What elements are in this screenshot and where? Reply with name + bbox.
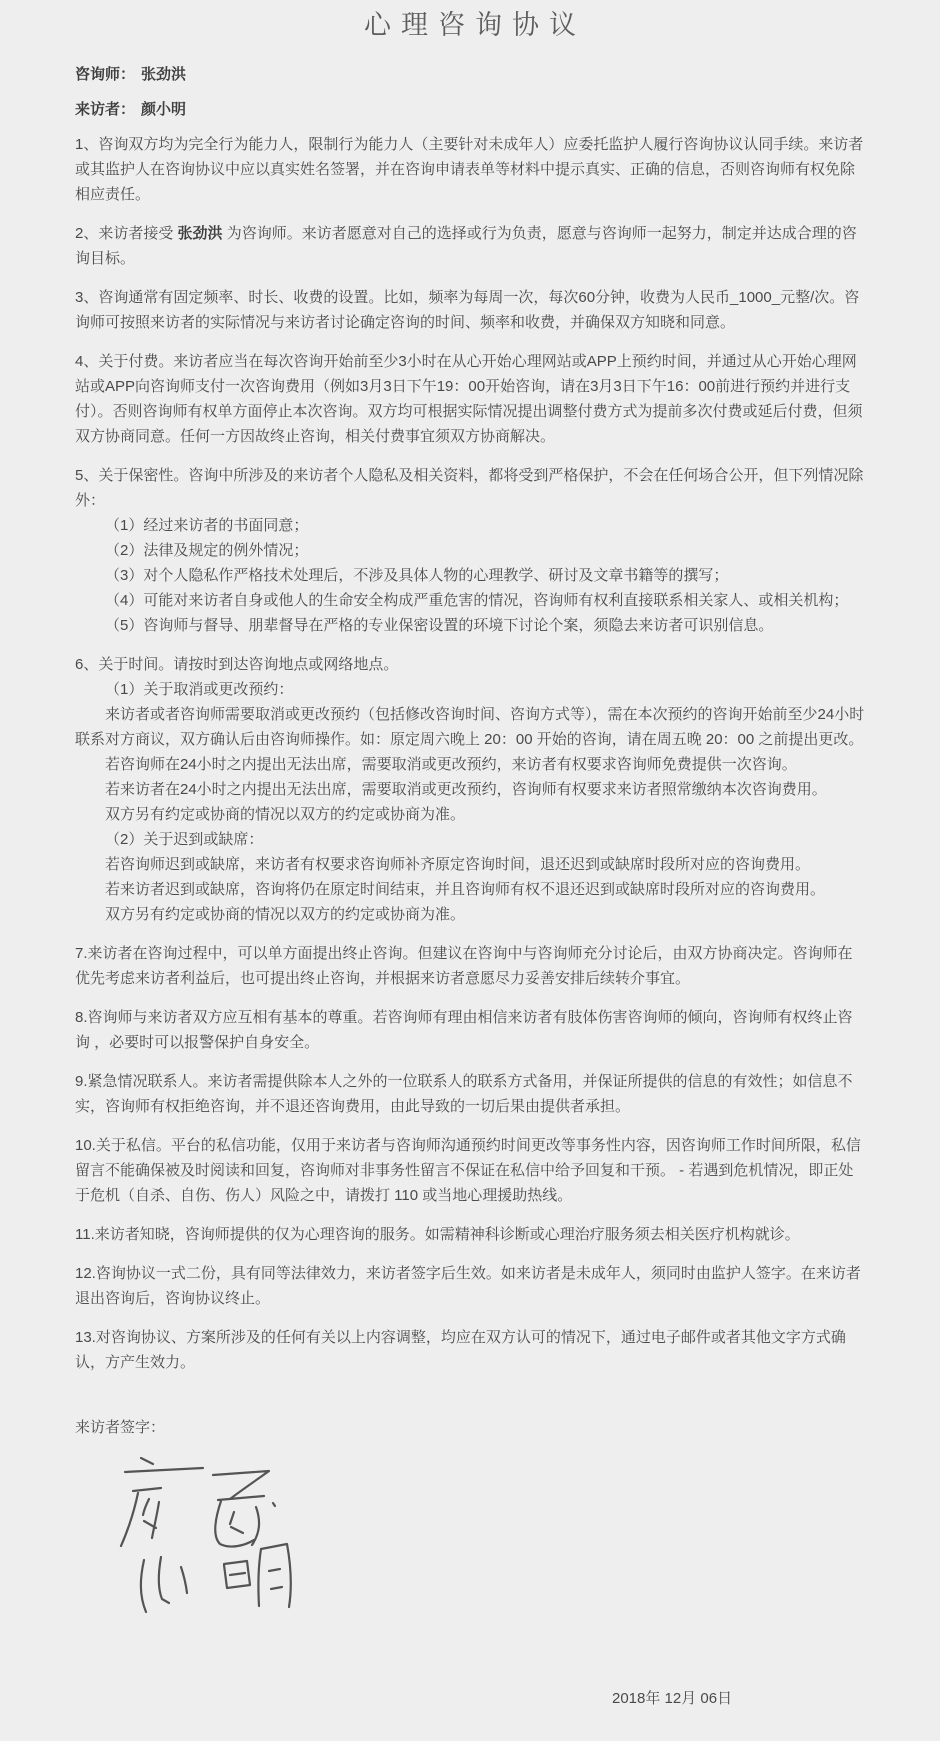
clause-2 — [75, 221, 865, 271]
clause-2-counselor-name: 张劲洪 — [177, 225, 223, 242]
date-line: 2018年 12月 06日 — [612, 1690, 733, 1707]
visitor-line — [75, 97, 865, 122]
clause-6-line: 若来访者在24小时之内提出无法出席，需要取消或更改预约，咨询师有权要求来访者照常缴纳本次咨询费用。 — [105, 781, 827, 798]
clause-12: 12.咨询协议一式二份，具有同等法律效力，来访者签字后生效。如来访者是未成年人，须同时由监护人签字。在来访者退出咨询后，咨询协议终止。 — [75, 1265, 861, 1307]
clause-5-item: （1）经过来访者的书面同意； — [105, 517, 309, 534]
counselor-name: 张劲洪 — [141, 66, 187, 83]
clause-6-intro: 6、关于时间。请按时到达咨询地点或网络地点。 — [75, 656, 399, 673]
clause-5-item: （5）咨询师与督导、朋辈督导在严格的专业保密设置的环境下讨论个案，须隐去来访者可识别信息。 — [105, 617, 774, 634]
clause-6 — [75, 652, 865, 927]
clause-6-line: 双方另有约定或协商的情况以双方的约定或协商为准。 — [105, 906, 466, 923]
clause-6-line: 来访者或者咨询师需要取消或更改预约（包括修改咨询时间、咨询方式等），需在本次预约的咨询开始前至少24小时联系对方商议，双方确认后由咨询师操作。如：原定周六晚上 20：00 开始的咨询，请在周五晚 20：00 之前提出更改。 — [75, 706, 865, 748]
visitor-label: 来访者： — [75, 101, 136, 118]
clause-6-line: 若来访者迟到或缺席，咨询将仍在原定时间结束，并且咨询师有权不退还迟到或缺席时段所对应的咨询费用。 — [105, 881, 826, 898]
clause-5-item: （2）法律及规定的例外情况； — [105, 542, 309, 559]
clause-6-line: （1）关于取消或更改预约： — [105, 681, 294, 698]
clause-5-item: （4）可能对来访者自身或他人的生命安全构成严重危害的情况，咨询师有权利直接联系相关家人、或相关机构； — [105, 592, 849, 609]
clause-11: 11.来访者知晓，咨询师提供的仅为心理咨询的服务。如需精神科诊断或心理治疗服务须去相关医疗机构就诊。 — [75, 1226, 800, 1243]
clause-6-line: （2）关于迟到或缺席： — [105, 831, 264, 848]
clause-6-line: 若咨询师在24小时之内提出无法出席，需要取消或更改预约，来访者有权要求咨询师免费提供一次咨询。 — [105, 756, 797, 773]
clause-9: 9.紧急情况联系人。来访者需提供除本人之外的一位联系人的联系方式备用，并保证所提供的信息的有效性；如信息不实，咨询师有权拒绝咨询，并不退还咨询费用，由此导致的一切后果由提供者承担。 — [75, 1073, 853, 1115]
signature-image — [117, 1452, 327, 1624]
clause-13: 13.对咨询协议、方案所涉及的任何有关以上内容调整，均应在双方认可的情况下，通过电子邮件或者其他文字方式确认，方产生效力。 — [75, 1329, 846, 1371]
page-title: 心理咨询协议 — [364, 10, 586, 40]
clause-6-line: 双方另有约定或协商的情况以双方的约定或协商为准。 — [105, 806, 466, 823]
signature-label: 来访者签字： — [75, 1419, 166, 1436]
clause-4: 4、关于付费。来访者应当在每次咨询开始前至少3小时在从心开始心理网站或APP上预约时间，并通过从心开始心理网站或APP向咨询师支付一次咨询费用（例如3月3日下午19：00开始咨询，请在3月3日下午16：00前进行预约并进行支付）。否则咨询师有权单方面停止本次咨询。双方均可根据实际情况提出调整付费方式为提前多次付费或延后付费，但须双方协商同意。任何一方因故终止咨询，相关付费事宜须双方协商解决。 — [75, 353, 863, 445]
clause-3: 3、咨询通常有固定频率、时长、收费的设置。比如，频率为每周一次，每次60分钟，收费为人民币_1000_元整/次。咨询师可按照来访者的实际情况与来访者讨论确定咨询的时间、频率和收费，并确保双方知晓和同意。 — [75, 289, 860, 331]
clause-5-intro: 5、关于保密性。咨询中所涉及的来访者个人隐私及相关资料，都将受到严格保护，不会在任何场合公开，但下列情况除外： — [75, 467, 864, 509]
counselor-line — [75, 62, 865, 87]
clause-7: 7.来访者在咨询过程中，可以单方面提出终止咨询。但建议在咨询中与咨询师充分讨论后，由双方协商决定。咨询师在优先考虑来访者利益后，也可提出终止咨询，并根据来访者意愿尽力妥善安排后续转介事宜。 — [75, 945, 853, 987]
clause-6-line: 若咨询师迟到或缺席，来访者有权要求咨询师补齐原定咨询时间，退还迟到或缺席时段所对应的咨询费用。 — [105, 856, 811, 873]
clause-5-item: （3）对个人隐私作严格技术处理后，不涉及具体人物的心理教学、研讨及文章书籍等的撰写； — [105, 567, 729, 584]
visitor-name: 颜小明 — [141, 101, 187, 118]
clause-2-prefix: 2、来访者接受 — [75, 225, 178, 242]
clause-10: 10.关于私信。平台的私信功能，仅用于来访者与咨询师沟通预约时间更改等事务性内容，因咨询师工作时间所限，私信留言不能确保被及时阅读和回复，咨询师对非事务性留言不保证在私信中给予回复和干预。 - 若遇到危机情况，即正处于危机（自杀、自伤、伤人）风险之中，请拨打 110 或当地心理援助热线。 — [75, 1137, 861, 1204]
clause-1: 1、咨询双方均为完全行为能力人，限制行为能力人（主要针对未成年人）应委托监护人履行咨询协议认同手续。来访者或其监护人在咨询协议中应以真实姓名签署，并在咨询申请表单等材料中提示真实、正确的信息，否则咨询师有权免除相应责任。 — [75, 136, 864, 203]
clause-8: 8.咨询师与来访者双方应互相有基本的尊重。若咨询师有理由相信来访者有肢体伤害咨询师的倾向，咨询师有权终止咨询 ，必要时可以报警保护自身安全。 — [75, 1009, 853, 1051]
clause-2-suffix: 为咨询师。来访者愿意对自己的选择或行为负责，愿意与咨询师一起努力，制定并达成合理的咨询目标。 — [75, 225, 857, 267]
clause-5 — [75, 463, 865, 638]
counselor-label: 咨询师： — [75, 66, 136, 83]
